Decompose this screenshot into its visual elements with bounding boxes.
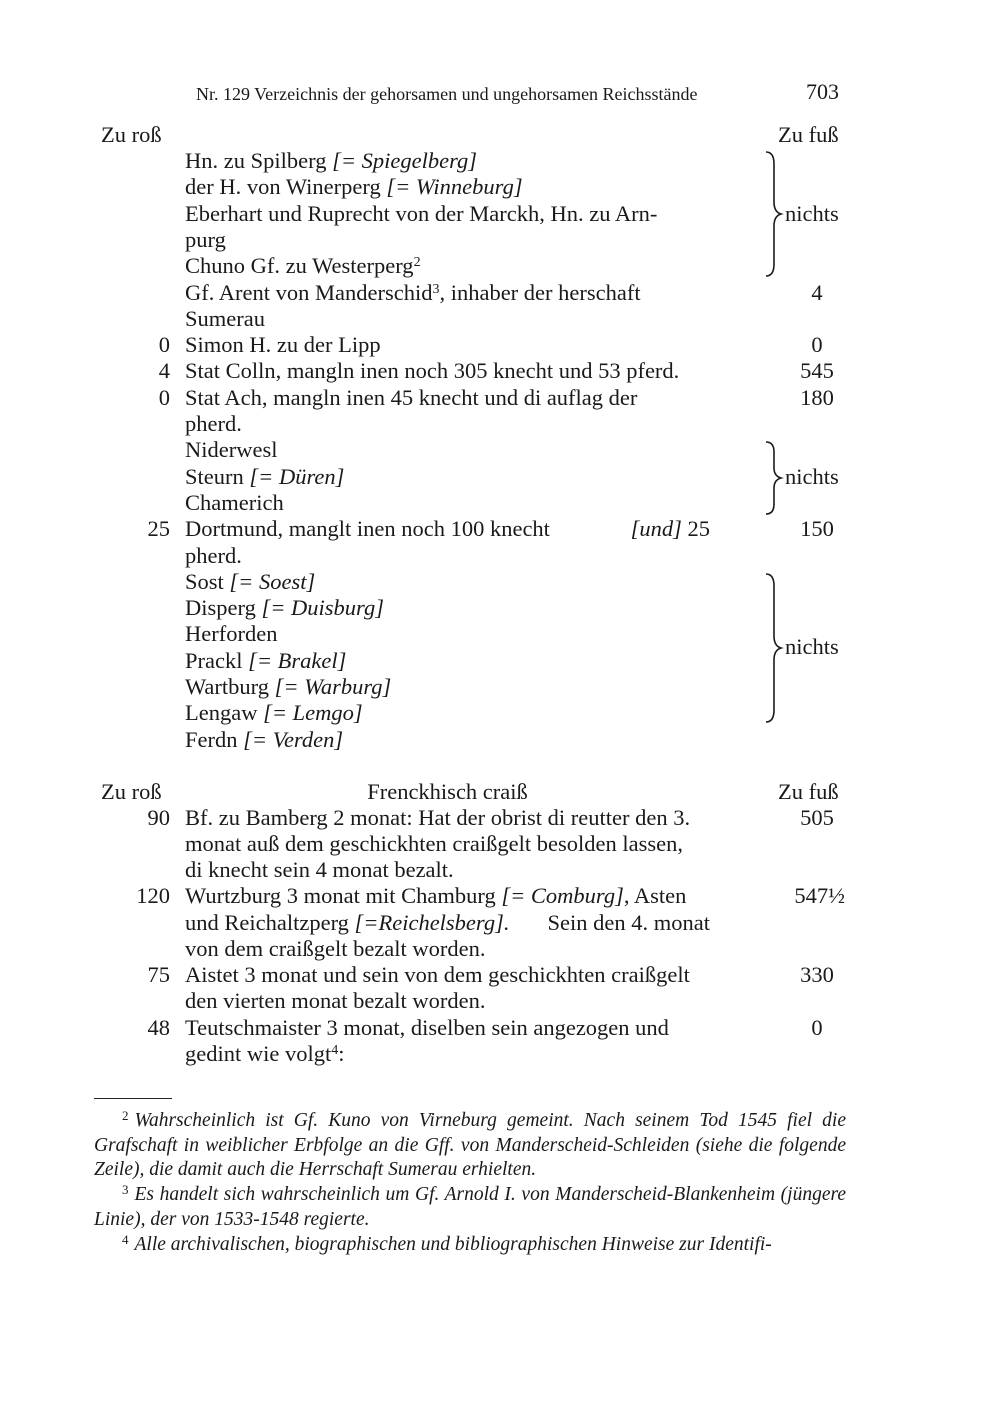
brace-2 <box>762 440 784 516</box>
entry-line: Ferdn [= Verden] <box>185 727 344 752</box>
entry-line: Hn. zu Spilberg [= Spiegelberg] <box>185 148 478 173</box>
entry-line: Sost [= Soest] <box>185 569 316 594</box>
entry-line: Gf. Arent von Manderschid$^3$, inhaber der herschaft <box>185 280 641 305</box>
entry-line: pherd. <box>185 411 242 436</box>
entry-line: pherd. <box>185 543 242 568</box>
entry-line: Lengaw [= Lemgo] <box>185 700 363 725</box>
right-value: 330 <box>800 962 834 987</box>
right-value: 545 <box>800 358 834 383</box>
left-value: 25 <box>147 516 170 541</box>
entry-line: Eberhart und Ruprecht von der Marckh, Hn. zu Arn- <box>185 201 658 226</box>
entry-line: Bf. zu Bamberg 2 monat: Hat der obrist di reutter den 3. <box>185 805 691 830</box>
column-head-right: Zu fuß <box>778 122 839 147</box>
right-value: 150 <box>800 516 834 541</box>
entry-line: gedint wie volgt$^4$: <box>185 1041 345 1066</box>
entry-line: Sumerau <box>185 306 265 331</box>
left-value: 0 <box>158 332 170 357</box>
entry-line: Stat Ach, mangln inen 45 knecht und di auflag der <box>185 385 638 410</box>
footnote: $^2$ Wahrscheinlich ist Gf. Kuno von Virneburg gemeint. Nach seinem Tod 1545 fiel die Grafschaft in weiblicher Erbfolge an die Gff. von Manderscheid-Schleiden (siehe die folgende Zeile), die damit auch die Herrschaft Sumerau erhielten. <box>94 1108 846 1180</box>
page-number: 703 <box>806 79 839 104</box>
entry-line: purg <box>185 227 226 252</box>
right-value: 0 <box>811 1015 823 1040</box>
brace-1 <box>762 150 784 278</box>
section-head-left: Zu roß <box>101 779 162 804</box>
running-title: Nr. 129 Verzeichnis der gehorsamen und ungehorsamen Reichsstände <box>196 84 698 104</box>
brace-label: nichts <box>785 201 839 226</box>
brace-label: nichts <box>785 634 839 659</box>
left-value: 75 <box>147 962 170 987</box>
entry-line: Wartburg [= Warburg] <box>185 674 392 699</box>
entry-line: den vierten monat bezalt worden. <box>185 988 486 1013</box>
brace-3 <box>762 572 784 724</box>
entry-line: Stat Colln, mangln inen noch 305 knecht und 53 pferd. <box>185 358 680 383</box>
left-value: 90 <box>147 805 170 830</box>
entry-line: Prackl [= Brakel] <box>185 648 347 673</box>
entry-line: Wurtzburg 3 monat mit Chamburg [= Comburg], Asten <box>185 883 687 908</box>
entry-line: Herforden <box>185 621 278 646</box>
entry-line: Aistet 3 monat und sein von dem geschickhten craißgelt <box>185 962 690 987</box>
right-value: 0 <box>811 332 823 357</box>
entry-line: Chamerich <box>185 490 284 515</box>
right-value: 547½ <box>794 883 845 908</box>
footnote-rule <box>94 1098 172 1099</box>
entry-line: der H. von Winerperg [= Winneburg] <box>185 174 523 199</box>
entry-line: Disperg [= Duisburg] <box>185 595 384 620</box>
entry-line: monat auß dem geschickhten craißgelt besolden lassen, <box>185 831 683 856</box>
right-value: 180 <box>800 385 834 410</box>
column-head-left: Zu roß <box>101 122 162 147</box>
entry-line: di knecht sein 4 monat bezalt. <box>185 857 454 882</box>
entry-line: Simon H. zu der Lipp <box>185 332 381 357</box>
left-value: 120 <box>136 883 170 908</box>
entry-line: von dem craißgelt bezalt worden. <box>185 936 486 961</box>
entry-line: Teutschmaister 3 monat, diselben sein angezogen und <box>185 1015 669 1040</box>
entry-line: Niderwesl <box>185 437 278 462</box>
entry-line: Dortmund, manglt inen noch 100 knecht [und] 25 <box>185 516 710 541</box>
section-title: Frenckhisch craiß <box>367 779 528 804</box>
entry-line: Chuno Gf. zu Westerperg$^2$ <box>185 253 421 278</box>
section-head-right: Zu fuß <box>778 779 839 804</box>
left-value: 48 <box>147 1015 170 1040</box>
right-value: 505 <box>800 805 834 830</box>
right-value: 4 <box>811 280 823 305</box>
entry-line: und Reichaltzperg [=Reichelsberg]. Sein den 4. monat <box>185 910 710 935</box>
footnote: $^4$ Alle archivalischen, biographischen und bibliographischen Hinweise zur Identifi- <box>122 1232 772 1255</box>
left-value: 4 <box>158 358 170 383</box>
footnote: $^3$ Es handelt sich wahrscheinlich um Gf. Arnold I. von Manderscheid-Blankenheim (jüngere Linie), der von 1533-1548 regierte. <box>94 1182 846 1230</box>
entry-line: Steurn [= Düren] <box>185 464 345 489</box>
left-value: 0 <box>158 385 170 410</box>
brace-label: nichts <box>785 464 839 489</box>
